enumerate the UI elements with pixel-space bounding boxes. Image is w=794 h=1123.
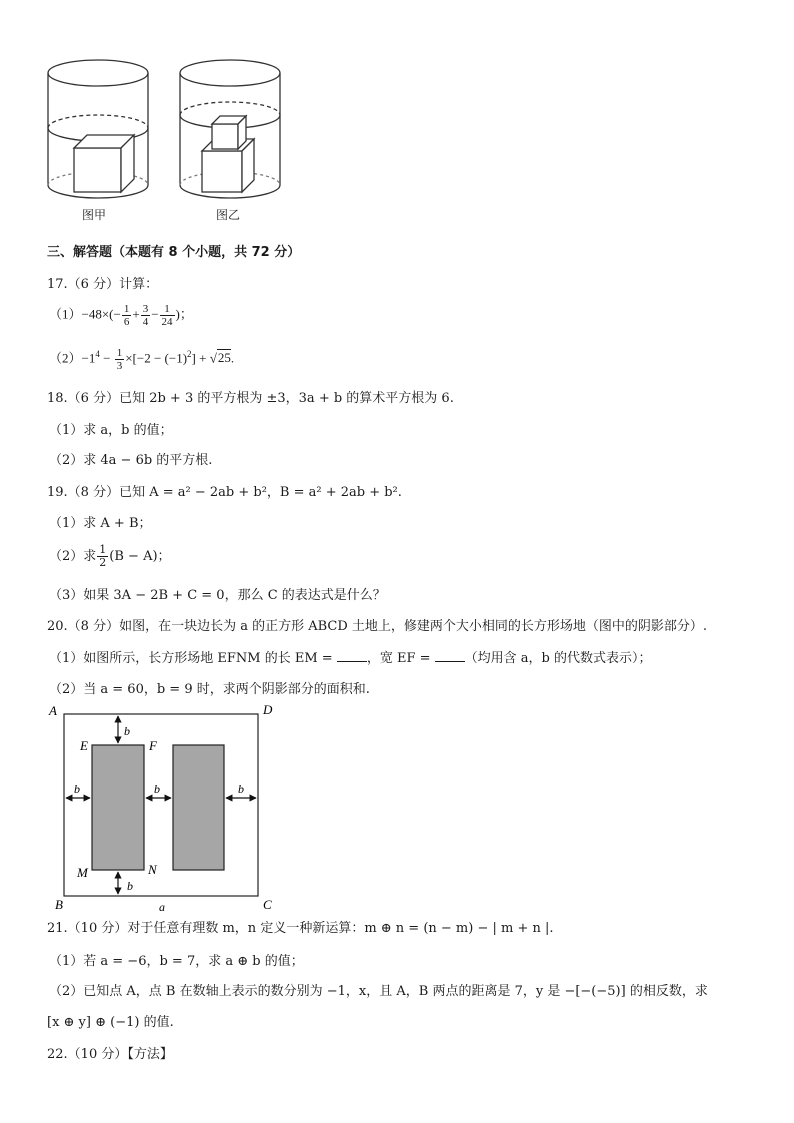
label-b-right: b: [238, 782, 244, 796]
q17-p1-frac3: $\frac{1}{24}$: [161, 303, 173, 328]
q20-p1-c: （均用含 a，b 的代数式表示）；: [464, 651, 652, 666]
label-a-side: a: [159, 900, 165, 914]
label-n: N: [148, 862, 157, 877]
q19-p2-frac: $\frac{1}{2}$: [99, 543, 107, 569]
q17-p1-plus: +: [132, 306, 140, 322]
label-a-corner: A: [49, 703, 57, 718]
q17-p2-prefix: （2）: [49, 350, 82, 366]
label-b-bottom: b: [127, 879, 133, 893]
label-b-top: b: [124, 724, 130, 738]
label-c-corner: C: [263, 897, 272, 912]
q20-p1-a: （1）如图所示，长方形场地 EFNM 的长 EM =: [49, 651, 337, 666]
cylinder-right: [180, 60, 280, 198]
section-heading: 三、解答题（本题有 8 个小题，共 72 分）: [47, 245, 301, 260]
q17-stem: 17.（6 分）计算：: [47, 277, 159, 292]
q18-stem: 18.（6 分）已知 2b + 3 的平方根为 ±3，3a + b 的算术平方根为 6.: [47, 391, 454, 406]
label-m: M: [77, 865, 88, 880]
q21-part2-cont: [x ⊕ y] ⊕ (−1) 的值.: [47, 1015, 174, 1030]
q18-part2: （2）求 4a − 6b 的平方根.: [49, 453, 213, 468]
label-b-corner: B: [55, 897, 63, 912]
q20-part1: [49, 649, 651, 668]
q19-stem: 19.（8 分）已知 A = a² − 2ab + b²，B = a² + 2ab + b².: [47, 485, 402, 500]
q17-p2-expr-c: ] + √: [191, 350, 217, 366]
q20-blank-ef[interactable]: [435, 649, 465, 662]
q17-p1-prefix: （1）: [49, 306, 82, 322]
q20-p1-b: ，宽 EF =: [366, 651, 435, 666]
q22-stem: 22.（10 分）【方法】: [47, 1047, 173, 1062]
q21-part2: （2）已知点 A，点 B 在数轴上表示的数分别为 −1，x，且 A，B 两点的距离是 7，y 是 −[−(−5)] 的相反数，求: [49, 984, 708, 999]
shaded-rect-left: [92, 745, 144, 870]
shaded-rect-right: [173, 745, 224, 870]
label-d-corner: D: [263, 702, 273, 717]
q17-p2-minus: −: [99, 350, 114, 366]
q17-p1-minus: −: [151, 306, 159, 322]
q18-part1: （1）求 a，b 的值；: [49, 423, 173, 438]
q17-part2: [49, 345, 234, 372]
q19-part2: [49, 544, 171, 569]
label-b-middle: b: [154, 782, 160, 796]
q21-stem: 21.（10 分）对于任意有理数 m，n 定义一种新运算：m ⊕ n = (n − m) − | m + n |.: [47, 921, 554, 936]
q20-part2: （2）当 a = 60，b = 9 时，求两个阴影部分的面积和.: [49, 682, 370, 697]
q19-p2-prefix: （2）求: [49, 549, 97, 564]
q17-p2-frac: $\frac{1}{3}$: [116, 346, 123, 372]
q17-part1: [49, 303, 193, 328]
q17-p1-frac1: $\frac{1}{6}$: [123, 303, 130, 328]
q20-stem: 20.（8 分）如图，在一块边长为 a 的正方形 ABCD 土地上，修建两个大小相同的长方形场地（图中的阴影部分）.: [47, 619, 708, 634]
q17-p2-exp2: 2: [187, 349, 192, 359]
cylinder-right-caption: 图乙: [216, 208, 241, 222]
q17-p2-end: .: [230, 350, 235, 366]
cylinder-left-caption: 图甲: [82, 208, 107, 222]
q21-part1: （1）若 a = −6，b = 7，求 a ⊕ b 的值；: [49, 954, 304, 969]
q17-p2-expr-b: ×[−2 − (−1): [125, 350, 188, 366]
q17-p1-frac2: $\frac{3}{4}$: [142, 303, 149, 328]
cylinder-left: [48, 60, 148, 198]
label-f: F: [149, 738, 157, 753]
q20-blank-em[interactable]: [337, 649, 367, 662]
q17-p2-expr-a: −1: [81, 350, 96, 366]
q17-p1-expr-a: −48×(−: [81, 306, 121, 322]
q17-p2-sqrt: 25: [217, 350, 231, 366]
cylinder-figures: [40, 55, 300, 230]
q19-part1: （1）求 A + B；: [49, 516, 152, 531]
label-e: E: [80, 738, 88, 753]
q19-part3: （3）如果 3A − 2B + C = 0，那么 C 的表达式是什么？: [49, 588, 386, 603]
q19-p2-end: (B − A)；: [109, 549, 171, 564]
square-abcd-figure: [44, 700, 284, 915]
q17-p2-exp: 4: [95, 349, 100, 359]
label-b-left: b: [74, 782, 80, 796]
q17-p1-end: )；: [175, 306, 193, 322]
